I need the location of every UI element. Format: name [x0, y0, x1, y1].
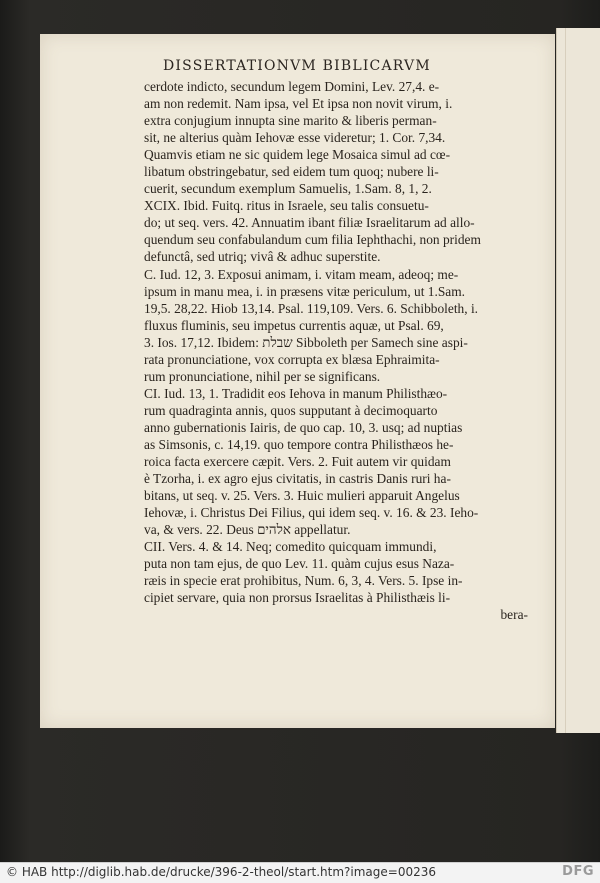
text-line: ræis in specie erat prohibitus, Num. 6, 3, 4. Vers. 5. Ipse in- [144, 573, 463, 589]
text-line: fluxus fluminis, seu impetus currentis aquæ, ut Psal. 69, [144, 317, 444, 333]
text-line: quendum seu confabulandum cum filia Iephthachi, non pridem [144, 232, 481, 248]
text-line: am non redemit. Nam ipsa, vel Et ipsa non novit virum, i. [144, 96, 453, 112]
text-line: CII. Vers. 4. & 14. Neq; comedito quicquam immundi, [144, 539, 437, 555]
text-line: ipsum in manu mea, i. in præsens vitæ periculum, ut 1.Sam. [144, 283, 465, 299]
text-line: sit, ne alterius quàm Iehovæ esse videretur; 1. Cor. 7,34. [144, 130, 446, 146]
facing-page-edge [556, 28, 600, 733]
running-head: DISSERTATIONVM BIBLICARVM [163, 58, 431, 74]
text-line: extra conjugium innupta sine marito & liberis perman- [144, 113, 437, 129]
text-line: va, & vers. 22. Deus אלהים appellatur. [144, 522, 351, 538]
text-line: bitans, ut seq. v. 25. Vers. 3. Huic mulieri apparuit Angelus [144, 488, 460, 504]
text-line: cerdote indicto, secundum legem Domini, Lev. 27,4. e- [144, 79, 440, 94]
body-text [144, 78, 530, 624]
text-line: roica facta exercere cæpit. Vers. 2. Fuit autem vir quidam [144, 454, 451, 470]
text-line: anno gubernationis Iairis, de quo cap. 10, 3. usq; ad nuptias [144, 419, 463, 435]
text-line: rum quadraginta annis, quos supputant à decimoquarto [144, 402, 438, 418]
page-edge-line [565, 28, 566, 733]
text-line: Iehovæ, i. Christus Dei Filius, qui idem seq. v. 16. & 23. Ieho- [144, 505, 479, 521]
text-line: 3. Ios. 17,12. Ibidem: שבלת Sibboleth per Samech sine aspi- [144, 334, 468, 350]
text-line: rata pronunciatione, vox corrupta ex blæsa Ephraimita- [144, 351, 440, 367]
text-line: XCIX. Ibid. Fuitq. ritus in Israele, seu talis consuetu- [144, 198, 429, 214]
text-line: do; ut seq. vers. 42. Annuatim ibant filiæ Israelitarum ad allo- [144, 215, 475, 231]
dfg-logo: DFG [562, 864, 594, 879]
text-line: 19,5. 28,22. Hiob 13,14. Psal. 119,109. Vers. 6. Schibboleth, i. [144, 300, 479, 316]
text-line: cipiet servare, quia non prorsus Israelitas à Philisthæis li- [144, 590, 451, 606]
copyright-link[interactable]: © HAB http://diglib.hab.de/drucke/396-2-theol/start.htm?image=00236 [6, 865, 437, 879]
text-line: defunctâ, sed utriq; vivâ & adhuc superstite. [144, 249, 381, 265]
text-line: C. Iud. 12, 3. Exposui animam, i. vitam meam, adeoq; me- [144, 266, 459, 282]
text-line: rum pronunciatione, nihil per se significans. [144, 368, 381, 384]
catchword: bera- [500, 607, 528, 623]
text-line: libatum obstringebatur, sed eidem tum quoq; nubere li- [144, 164, 439, 180]
text-line: puta non tam ejus, de quo Lev. 11. quàm cujus esus Naza- [144, 556, 455, 572]
text-line: Quamvis etiam ne sic quidem lege Mosaica simul ad cœ- [144, 147, 451, 163]
footer-bar [0, 862, 600, 883]
text-line: è Tzorha, i. ex agro ejus civitatis, in castris Danis ruri ha- [144, 471, 451, 487]
text-line: CI. Iud. 13, 1. Tradidit eos Iehova in manum Philisthæo- [144, 385, 448, 401]
text-line: cuerit, secundum exemplum Samuelis, 1.Sam. 8, 1, 2. [144, 181, 432, 197]
text-line: as Simsonis, c. 14,19. quo tempore contra Philisthæos he- [144, 436, 454, 452]
